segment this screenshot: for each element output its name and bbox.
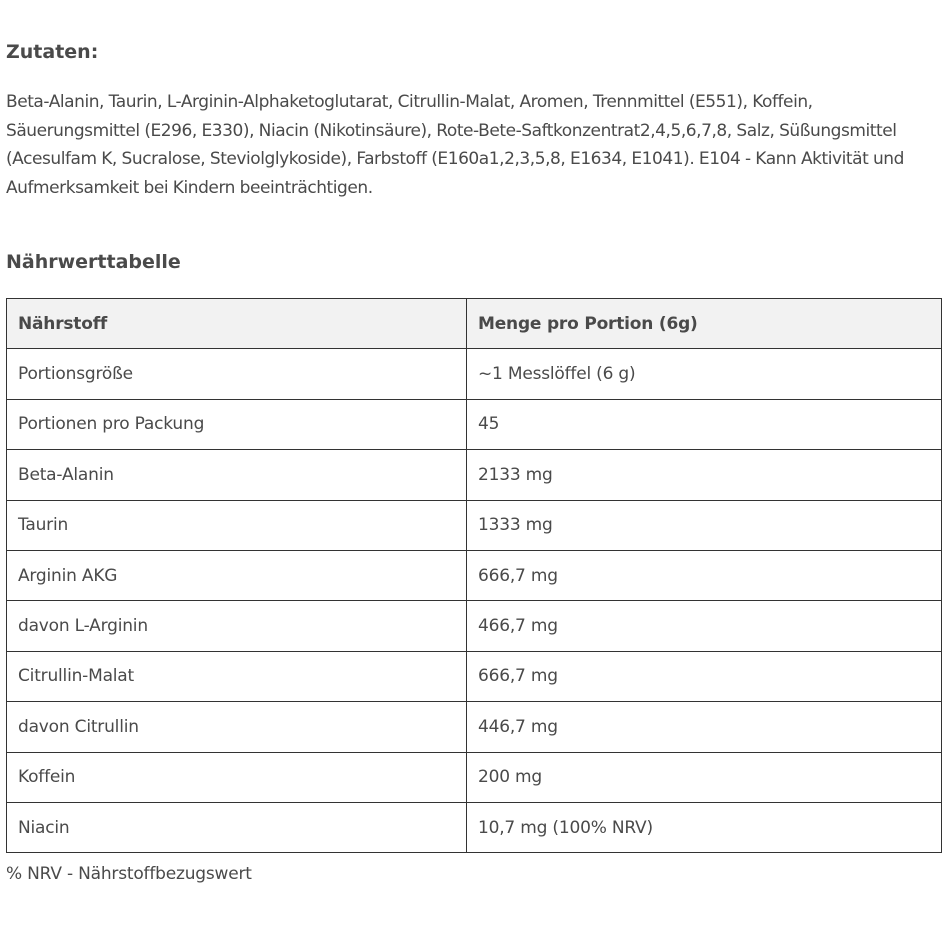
ingredients-heading: Zutaten:	[6, 41, 99, 63]
nutrient-name: davon Citrullin	[7, 702, 467, 752]
table-row	[7, 550, 942, 600]
nutrient-amount: 446,7 mg	[467, 702, 942, 752]
nutrient-name: Portionen pro Packung	[7, 399, 467, 449]
table-row	[7, 500, 942, 550]
nutrient-name: Portionsgröße	[7, 349, 467, 399]
nutrient-name: Koffein	[7, 752, 467, 802]
nutrition-table	[6, 298, 942, 853]
nutrient-amount: ~1 Messlöffel (6 g)	[467, 349, 942, 399]
table-row	[7, 601, 942, 651]
nutrient-amount: 45	[467, 399, 942, 449]
nutrient-name: Arginin AKG	[7, 550, 467, 600]
nutrient-amount: 1333 mg	[467, 500, 942, 550]
column-header-nutrient: Nährstoff	[7, 299, 467, 349]
nutrient-amount: 666,7 mg	[467, 651, 942, 701]
table-row	[7, 399, 942, 449]
ingredients-text: Beta-Alanin, Taurin, L-Arginin-Alphaketoglutarat, Citrullin-Malat, Aromen, Trennmittel (E551), Koffein, Säuerungsmittel (E296, E330), Niacin (Nikotinsäure), Rote-Bete-Saftkonzentrat2,4,5,6,7,8, Salz, Süßungsmittel (Acesulfam K, Sucralose, Steviolglykoside), Farbstoff (E160a1,2,3,5,8, E1634, E1041). E104 - Kann Aktivität und Aufmerksamkeit bei Kindern beeinträchtigen.	[6, 92, 904, 198]
table-header-row	[7, 299, 942, 349]
nutrient-amount: 2133 mg	[467, 450, 942, 500]
table-row	[7, 349, 942, 399]
table-row	[7, 651, 942, 701]
nutrient-name: davon L-Arginin	[7, 601, 467, 651]
nutrient-amount: 10,7 mg (100% NRV)	[467, 802, 942, 852]
nutrient-name: Niacin	[7, 802, 467, 852]
table-row	[7, 802, 942, 852]
table-row	[7, 702, 942, 752]
nutrition-heading: Nährwerttabelle	[6, 251, 181, 273]
table-row	[7, 450, 942, 500]
nutrient-name: Taurin	[7, 500, 467, 550]
nutrient-amount: 666,7 mg	[467, 550, 942, 600]
nutrient-name: Citrullin-Malat	[7, 651, 467, 701]
nutrient-amount: 200 mg	[467, 752, 942, 802]
nrv-footnote: % NRV - Nährstoffbezugswert	[6, 864, 252, 884]
column-header-amount: Menge pro Portion (6g)	[467, 299, 942, 349]
nutrient-name: Beta-Alanin	[7, 450, 467, 500]
nutrient-amount: 466,7 mg	[467, 601, 942, 651]
table-row	[7, 752, 942, 802]
